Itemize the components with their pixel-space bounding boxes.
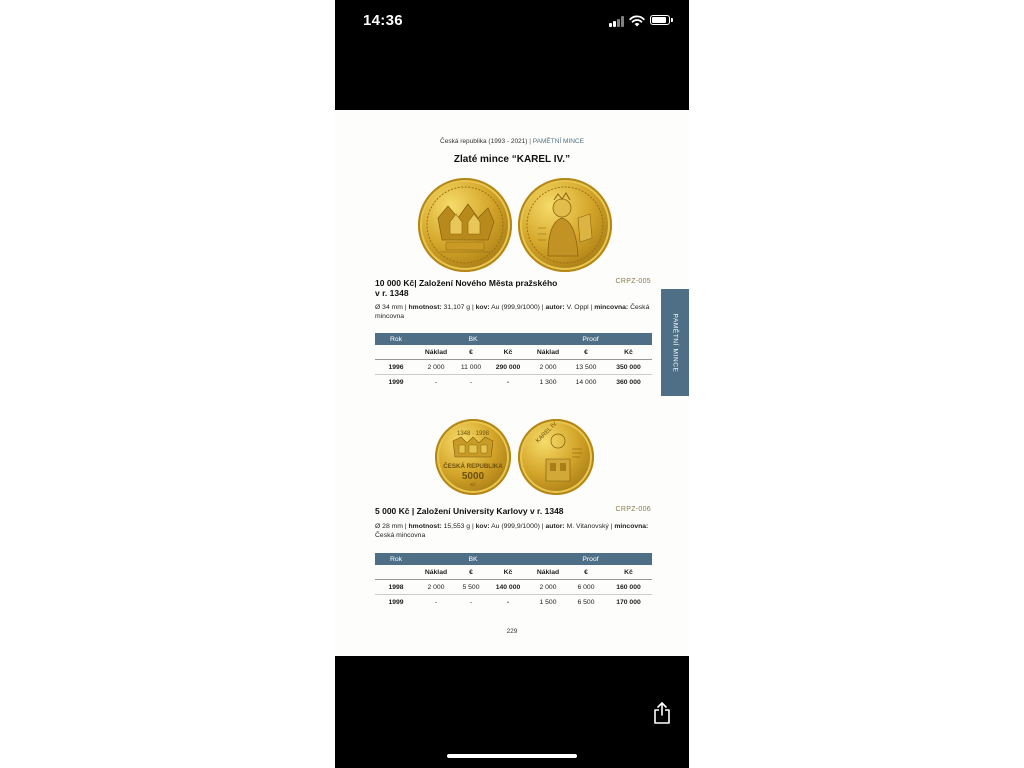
side-tab-label: PAMĚTNÍ MINCE [671, 313, 679, 372]
coin-2-diameter: Ø 28 mm [375, 523, 403, 530]
table-cell: 2 000 [417, 580, 455, 595]
coin-2-price-table [375, 553, 652, 609]
coin-2-metal-label: kov: [475, 523, 490, 530]
coin-1-mint-label: mincovna: [594, 304, 629, 311]
cellular-signal-icon [609, 16, 625, 27]
catalog-page[interactable] [335, 110, 689, 656]
table-cell: 360 000 [616, 378, 641, 386]
coin-1-header-proof: Proof [529, 333, 652, 345]
coin-1-col-1: Náklad [417, 345, 455, 360]
breadcrumb-country: Česká republika (1993 - 2021) [440, 138, 528, 145]
coin-2-col-6: Kč [605, 565, 652, 580]
coin-2-col-4: Náklad [529, 565, 567, 580]
coin-2-metal: Au (999,9/1000) [491, 523, 540, 530]
table-cell: 13 500 [567, 360, 605, 375]
table-cell: 14 000 [575, 378, 597, 386]
coin-2-header-proof: Proof [529, 553, 652, 565]
table-cell: 1 500 [539, 598, 557, 606]
coin-2-col-5: € [567, 565, 605, 580]
page-title: Zlaté mince “KAREL IV.” [453, 154, 571, 165]
coin-1-title-line2: v r. 1348 [375, 288, 409, 298]
coin-1-mint: Česká mincovna [375, 304, 650, 320]
coin-2-col-3: Kč [487, 565, 529, 580]
table-cell: 160 000 [605, 580, 652, 595]
table-row [375, 375, 652, 390]
coin-2-col-1: Náklad [417, 565, 455, 580]
coin-1-col-0 [375, 345, 417, 360]
table-cell: 2 000 [529, 580, 567, 595]
table-cell: 1999 [388, 598, 404, 606]
coin-1-header-year: Rok [375, 333, 417, 345]
table-cell: 350 000 [605, 360, 652, 375]
table-cell: 5 500 [455, 580, 487, 595]
table-cell: 1999 [388, 378, 404, 386]
share-icon[interactable] [653, 702, 671, 724]
coin-1-col-2: € [455, 345, 487, 360]
table-cell: 1 300 [539, 378, 557, 386]
table-cell: 11 000 [455, 360, 487, 375]
coin-1-header-bk: BK [417, 333, 529, 345]
phone-screen [335, 0, 689, 768]
coin-1-title-line1: 10 000 Kč| Založení Nového Města pražského [375, 278, 558, 288]
coin-2-country-text: ČESKÁ REPUBLIKA [443, 463, 503, 470]
coin-1-reverse-image [518, 178, 612, 272]
coin-2-currency-text: Kč [470, 482, 476, 487]
coin-1-title [375, 278, 557, 298]
table-cell: 1996 [375, 360, 417, 375]
breadcrumb-separator: | [529, 138, 531, 145]
table-cell: 2 000 [529, 360, 567, 375]
table-cell: - [469, 598, 473, 606]
coin-2-col-2: € [455, 565, 487, 580]
coin-1-code: CRPZ-005 [615, 278, 651, 285]
table-cell: 1998 [375, 580, 417, 595]
table-row [375, 595, 652, 610]
table-cell: 6 000 [567, 580, 605, 595]
coin-1-col-6: Kč [605, 345, 652, 360]
coin-1-author: V. Oppl [566, 304, 589, 311]
table-cell: 170 000 [616, 598, 641, 606]
coin-2-reverse-image [518, 419, 594, 495]
coin-2-header-year: Rok [375, 553, 417, 565]
coin-1-author-label: autor: [545, 304, 565, 311]
coin-2-weight: 15,553 g [443, 523, 471, 530]
coin-2-author-label: autor: [545, 523, 565, 530]
table-cell: - [434, 378, 438, 386]
coin-2-code: CRPZ-006 [615, 506, 651, 513]
coin-2-obverse-image [435, 419, 511, 495]
status-time: 14:36 [363, 12, 403, 29]
coin-2-header-bk: BK [417, 553, 529, 565]
breadcrumb [335, 138, 689, 145]
battery-icon [650, 15, 670, 25]
page-number: 229 [506, 628, 518, 635]
coin-1-specs: Ø 34 mm | hmotnost: 31,107 g | kov: Au (999,9/1000) | autor: V. Oppl | mincovna: Česká mincovna [375, 304, 650, 320]
status-bar [335, 0, 689, 44]
coin-1-metal: Au (999,9/1000) [491, 304, 540, 311]
coin-1-col-4: Náklad [529, 345, 567, 360]
coin-2-mint-label: mincovna: [614, 523, 649, 530]
coin-1-col-5: € [567, 345, 605, 360]
breadcrumb-section: PAMĚTNÍ MINCE [532, 138, 584, 145]
table-row [375, 360, 652, 375]
coin-2-title-line1: 5 000 Kč | Založení University Karlovy v r. 1348 [375, 506, 564, 516]
coin-1-diameter: Ø 34 mm [375, 304, 403, 311]
coin-2-years-text: 1348 · 1998 [456, 431, 490, 437]
table-cell: - [469, 378, 473, 386]
home-indicator[interactable] [447, 754, 577, 758]
coin-2-value-text: 5000 [461, 471, 485, 482]
table-cell: 6 500 [577, 598, 595, 606]
table-cell: - [506, 598, 510, 606]
coin-1-obverse-image [418, 178, 512, 272]
table-row [375, 580, 652, 595]
coin-1-metal-label: kov: [475, 304, 490, 311]
coin-2-weight-label: hmotnost: [408, 523, 442, 530]
coin-1-weight: 31,107 g [443, 304, 471, 311]
coin-2-legend-text: KAREL IV [535, 421, 559, 445]
coin-2-specs: Ø 28 mm | hmotnost: 15,553 g | kov: Au (999,9/1000) | autor: M. Vitanovský | mincovna: Česká mincovna [375, 523, 649, 539]
coin-1-col-3: Kč [487, 345, 529, 360]
side-tab-section[interactable] [661, 289, 689, 396]
table-cell: - [506, 378, 510, 386]
table-cell: 290 000 [487, 360, 529, 375]
coin-2-author: M. Vitanovský [566, 523, 609, 530]
coin-1-price-table [375, 333, 652, 389]
table-cell: - [434, 598, 438, 606]
coin-2-col-0 [375, 565, 417, 580]
wifi-icon [629, 14, 645, 28]
coin-2-mint: Česká mincovna [375, 532, 426, 539]
coin-1-weight-label: hmotnost: [408, 304, 442, 311]
table-cell: 140 000 [487, 580, 529, 595]
coin-2-title [375, 506, 564, 516]
table-cell: 2 000 [417, 360, 455, 375]
